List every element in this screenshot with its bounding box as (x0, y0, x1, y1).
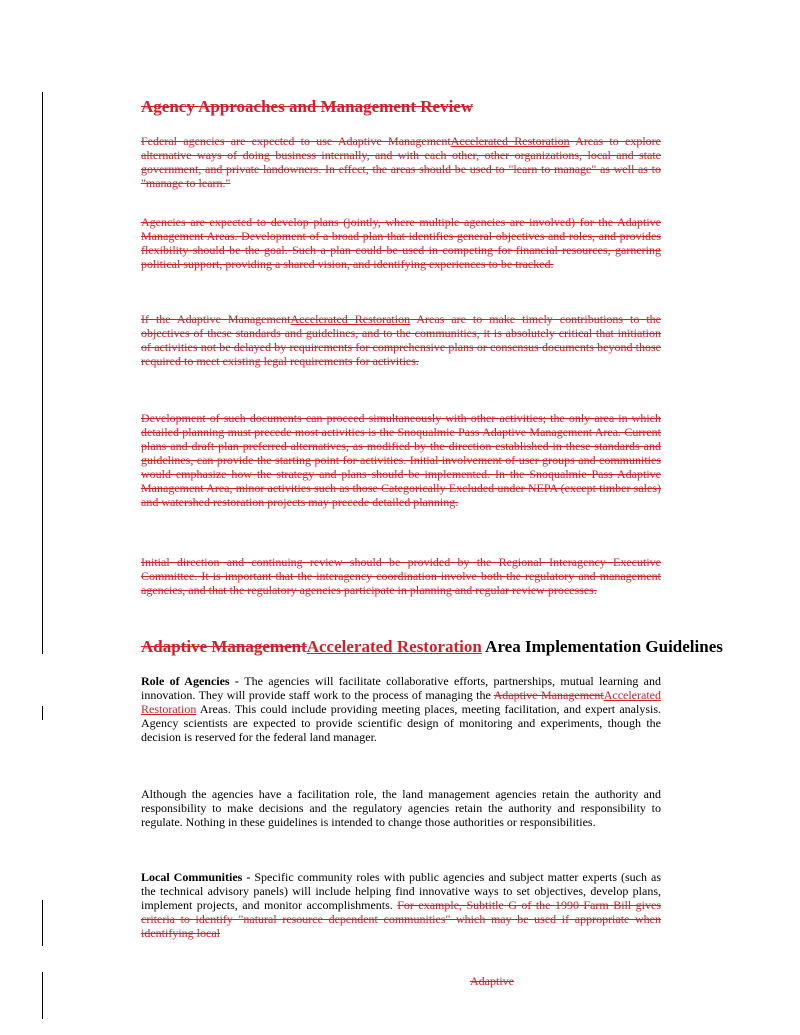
inserted-text: Accelerated Restoration (450, 134, 570, 148)
page-footer: Adaptive (470, 974, 514, 988)
paragraph: Development of such documents can proceed simultaneously with other activities; the only area in which detailed planning must precede most activities is the Snoqualmie Pass Adaptive Management Area. Current plans and draft plan preferred alternatives, as modified by the direction established in these standards and guidelines, can provide the starting point for activities. Initial involvement of user groups and communities would emphasize how the strategy and plans should be implemented. In the Snoqualmie Pass Adaptive Management Area, minor activities such as those Categorically Excluded under NEPA (except timber sales) and watershed restoration projects may precede detailed planning. (141, 411, 661, 509)
change-bar (42, 706, 43, 720)
change-bar (42, 900, 43, 946)
paragraph: Although the agencies have a facilitation role, the land management agencies retain the authority and responsibility to make decisions and the regulatory agencies retain the authority and responsibility to regulate. Nothing in these guidelines is intended to change those authorities or responsibilities. (141, 787, 661, 829)
paragraph: If the Adaptive ManagementAccelerated Restoration Areas are to make timely contributions to the objectives of these standards and guidelines, and to the communities, it is absolutely critical that initiation of activities not be delayed by requirements for comprehensive plans or consensus documents beyond those required to meet existing legal requirements for activities. (141, 312, 661, 368)
paragraph: Agencies are expected to develop plans (jointly, where multiple agencies are involved) for the Adaptive Management Areas. Development of a broad plan that identifies general objectives and roles, and provides flexibility should be the goal. Such a plan could be used in competing for financial resources, garnering political support, providing a shared vision, and identifying experiences to be tracked. (141, 215, 661, 271)
inserted-text: Accelerated Restoration (290, 312, 411, 326)
change-bar (42, 213, 43, 654)
paragraph: Local Communities - Specific community roles with public agencies and subject matter experts (such as the technical advisory panels) will include helping find innovative ways to set objectives, develop plans, implement projects, and monitor accomplishments. For example, Subtitle G of the 1990 Farm Bill gives criteria to identify "natural resource dependent communities" which may be used if appropriate when identifying local (141, 870, 662, 940)
inserted-text: Accelerated Restoration (141, 688, 661, 716)
change-bar (42, 972, 43, 1019)
paragraph: Role of Agencies - The agencies will facilitate collaborative efforts, partnerships, mutual learning and innovation. They will provide staff work to the process of managing the Adaptive ManagementAccelerated Restoration Areas. This could include providing meeting places, meeting facilitation, and expert analysis. Agency scientists are expected to provide scientific design of monitoring and experiments, though the decision is reserved for the federal land manager. (141, 674, 662, 744)
paragraph: Initial direction and continuing review should be provided by the Regional Interagency Executive Committee. It is important that the interagency coordination involve both the regulatory and management agencies, and that the regulatory agencies participate in planning and regular review processes. (141, 555, 661, 597)
section-heading: Adaptive ManagementAccelerated Restoration Area Implementation Guidelines (141, 637, 723, 656)
paragraph: Federal agencies are expected to use Adaptive ManagementAccelerated Restoration Areas to explore alternative ways of doing business internally, and with each other, other organizations, local and state government, and private landowners. In effect, the areas should be used to "learn to manage" as well as to "manage to learn." (141, 134, 661, 190)
section-heading: Agency Approaches and Management Review (141, 97, 474, 116)
